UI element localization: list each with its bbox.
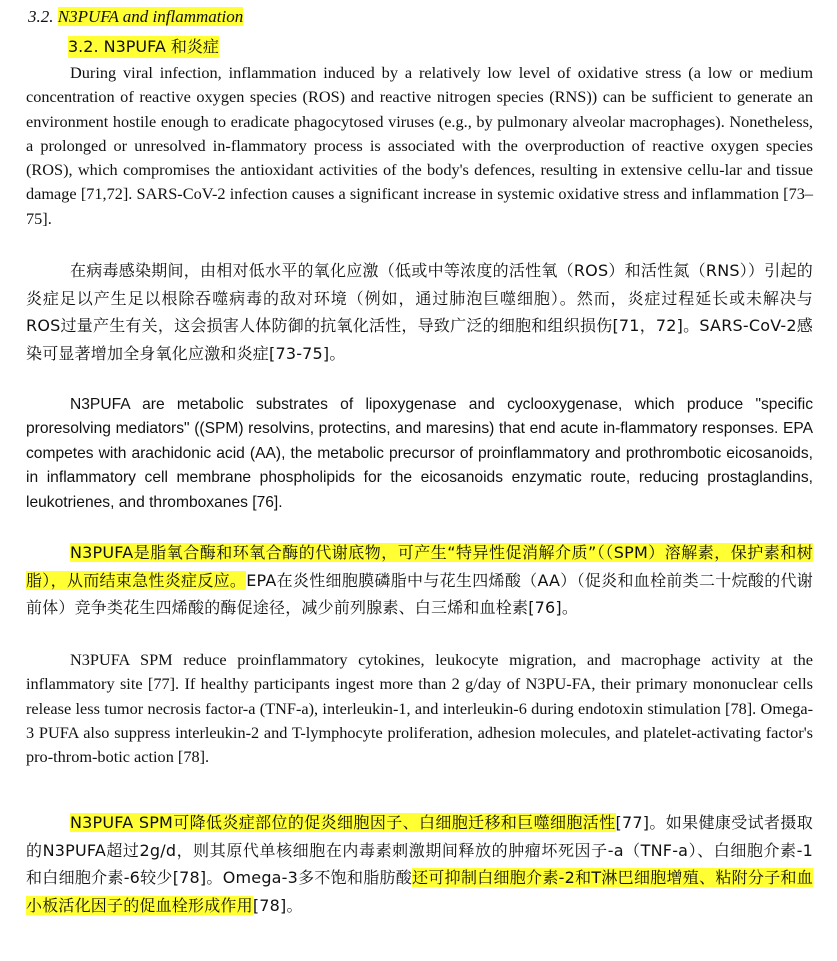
paragraph-1-zh: 在病毒感染期间，由相对低水平的氧化应激（低或中等浓度的活性氧（ROS）和活性氮（RNS））引起的炎症足以产生足以根除吞噬病毒的敌对环境（例如，通过肺泡巨噬细胞）。然而，炎症过程延长或未解决与ROS过量产生有关，这会损害人体防御的抗氧化活性，导致广泛的细胞和组织损伤[71，72]。SARS-CoV-2感染可显著增加全身氧化应激和炎症[73-75]。 (26, 261, 813, 363)
paragraph-3-en: N3PUFA SPM reduce proinflammatory cytokines, leukocyte migration, and macrophage activity at the inflammatory site [77]. If healthy participants ingest more than 2 g/day of N3PU-FA, their primary mononuclear cells release less tumor necrosis factor-a (TNF-a), interleukin-1, and interleukin-6 during endotoxin stimulation [78]. Omega-3 PUFA also suppress interleukin-2 and T-lymphocyte proliferation, adhesion molecules, and platelet-activating factor's pro-throm-botic action [78]. (26, 650, 813, 767)
paragraph-3-zh (26, 809, 813, 919)
paragraph-2-en: N3PUFA are metabolic substrates of lipoxygenase and cyclooxygenase, which produce "specific proresolving mediators" ((SPM) resolvins, protectins, and maresins) that end acute in-flammatory responses. EPA competes with arachidonic acid (AA), the metabolic precursor of proinflammatory and prothrombotic eicosanoids, in inflammatory cell membrane phospholipids for the eicosanoids enzymatic route, reducing prostaglandins, leukotrienes, and thromboxanes [76]. (26, 396, 813, 511)
paragraph-2-zh (26, 539, 813, 622)
paragraph-1-en: During viral infection, inflammation induced by a relatively low level of oxidative stress (a low or medium concentration of reactive oxygen species (ROS) and reactive nitrogen species (RNS)) can be sufficient to generate an environment hostile enough to eradicate phagocytosed viruses (e.g., by pulmonary alveolar macrophages). Nonetheless, a prolonged or unresolved in-flammatory process is associated with the overproduction of reactive oxygen species (ROS), which compromises the antioxidant activities of the body's defences, resulting in extensive cellu-lar and tissue damage [71,72]. SARS-CoV-2 infection causes a significant increase in systemic oxidative stress and inflammation [73–75]. (26, 63, 813, 228)
paragraph-3-zh-end: [78]。 (252, 895, 303, 915)
section-number: 3.2. (28, 7, 54, 26)
section-heading-zh: 3.2. N3PUFA 和炎症 (68, 37, 219, 56)
paragraph-2-zh-rest: EPA在炎性细胞膜磷脂中与花生四烯酸（AA）（促炎和血栓前类二十烷酸的代谢前体）竞争类花生四烯酸的酶促途径，减少前列腺素、白三烯和血栓素[76]。 (26, 570, 813, 617)
paragraph-3-zh-highlight-2: 还可抑制白细胞介素-2和T淋巴细胞增殖、粘附分子和血小板活化因子的促血栓形成作用 (26, 868, 813, 915)
section-heading-en (28, 6, 243, 28)
paragraph-3-zh-mid: [77]。如果健康受试者摄取的N3PUFA超过2g/d，则其原代单核细胞在内毒素刺激期间释放的肿瘤坏死因子-a（TNF-a）、白细胞介素-1和白细胞介素-6较少[78]。Omega-3多不饱和脂肪酸 (26, 813, 813, 887)
paragraph-2-zh-highlight: N3PUFA是脂氧合酶和环氧合酶的代谢底物，可产生“特异性促消解介质”（（SPM）溶解素，保护素和树脂），从而结束急性炎症反应。 (26, 543, 813, 590)
section-title-en: N3PUFA and inflammation (57, 7, 244, 26)
paragraph-3-zh-highlight-1: N3PUFA SPM可降低炎症部位的促炎细胞因子、白细胞迁移和巨噬细胞活性 (70, 813, 616, 832)
